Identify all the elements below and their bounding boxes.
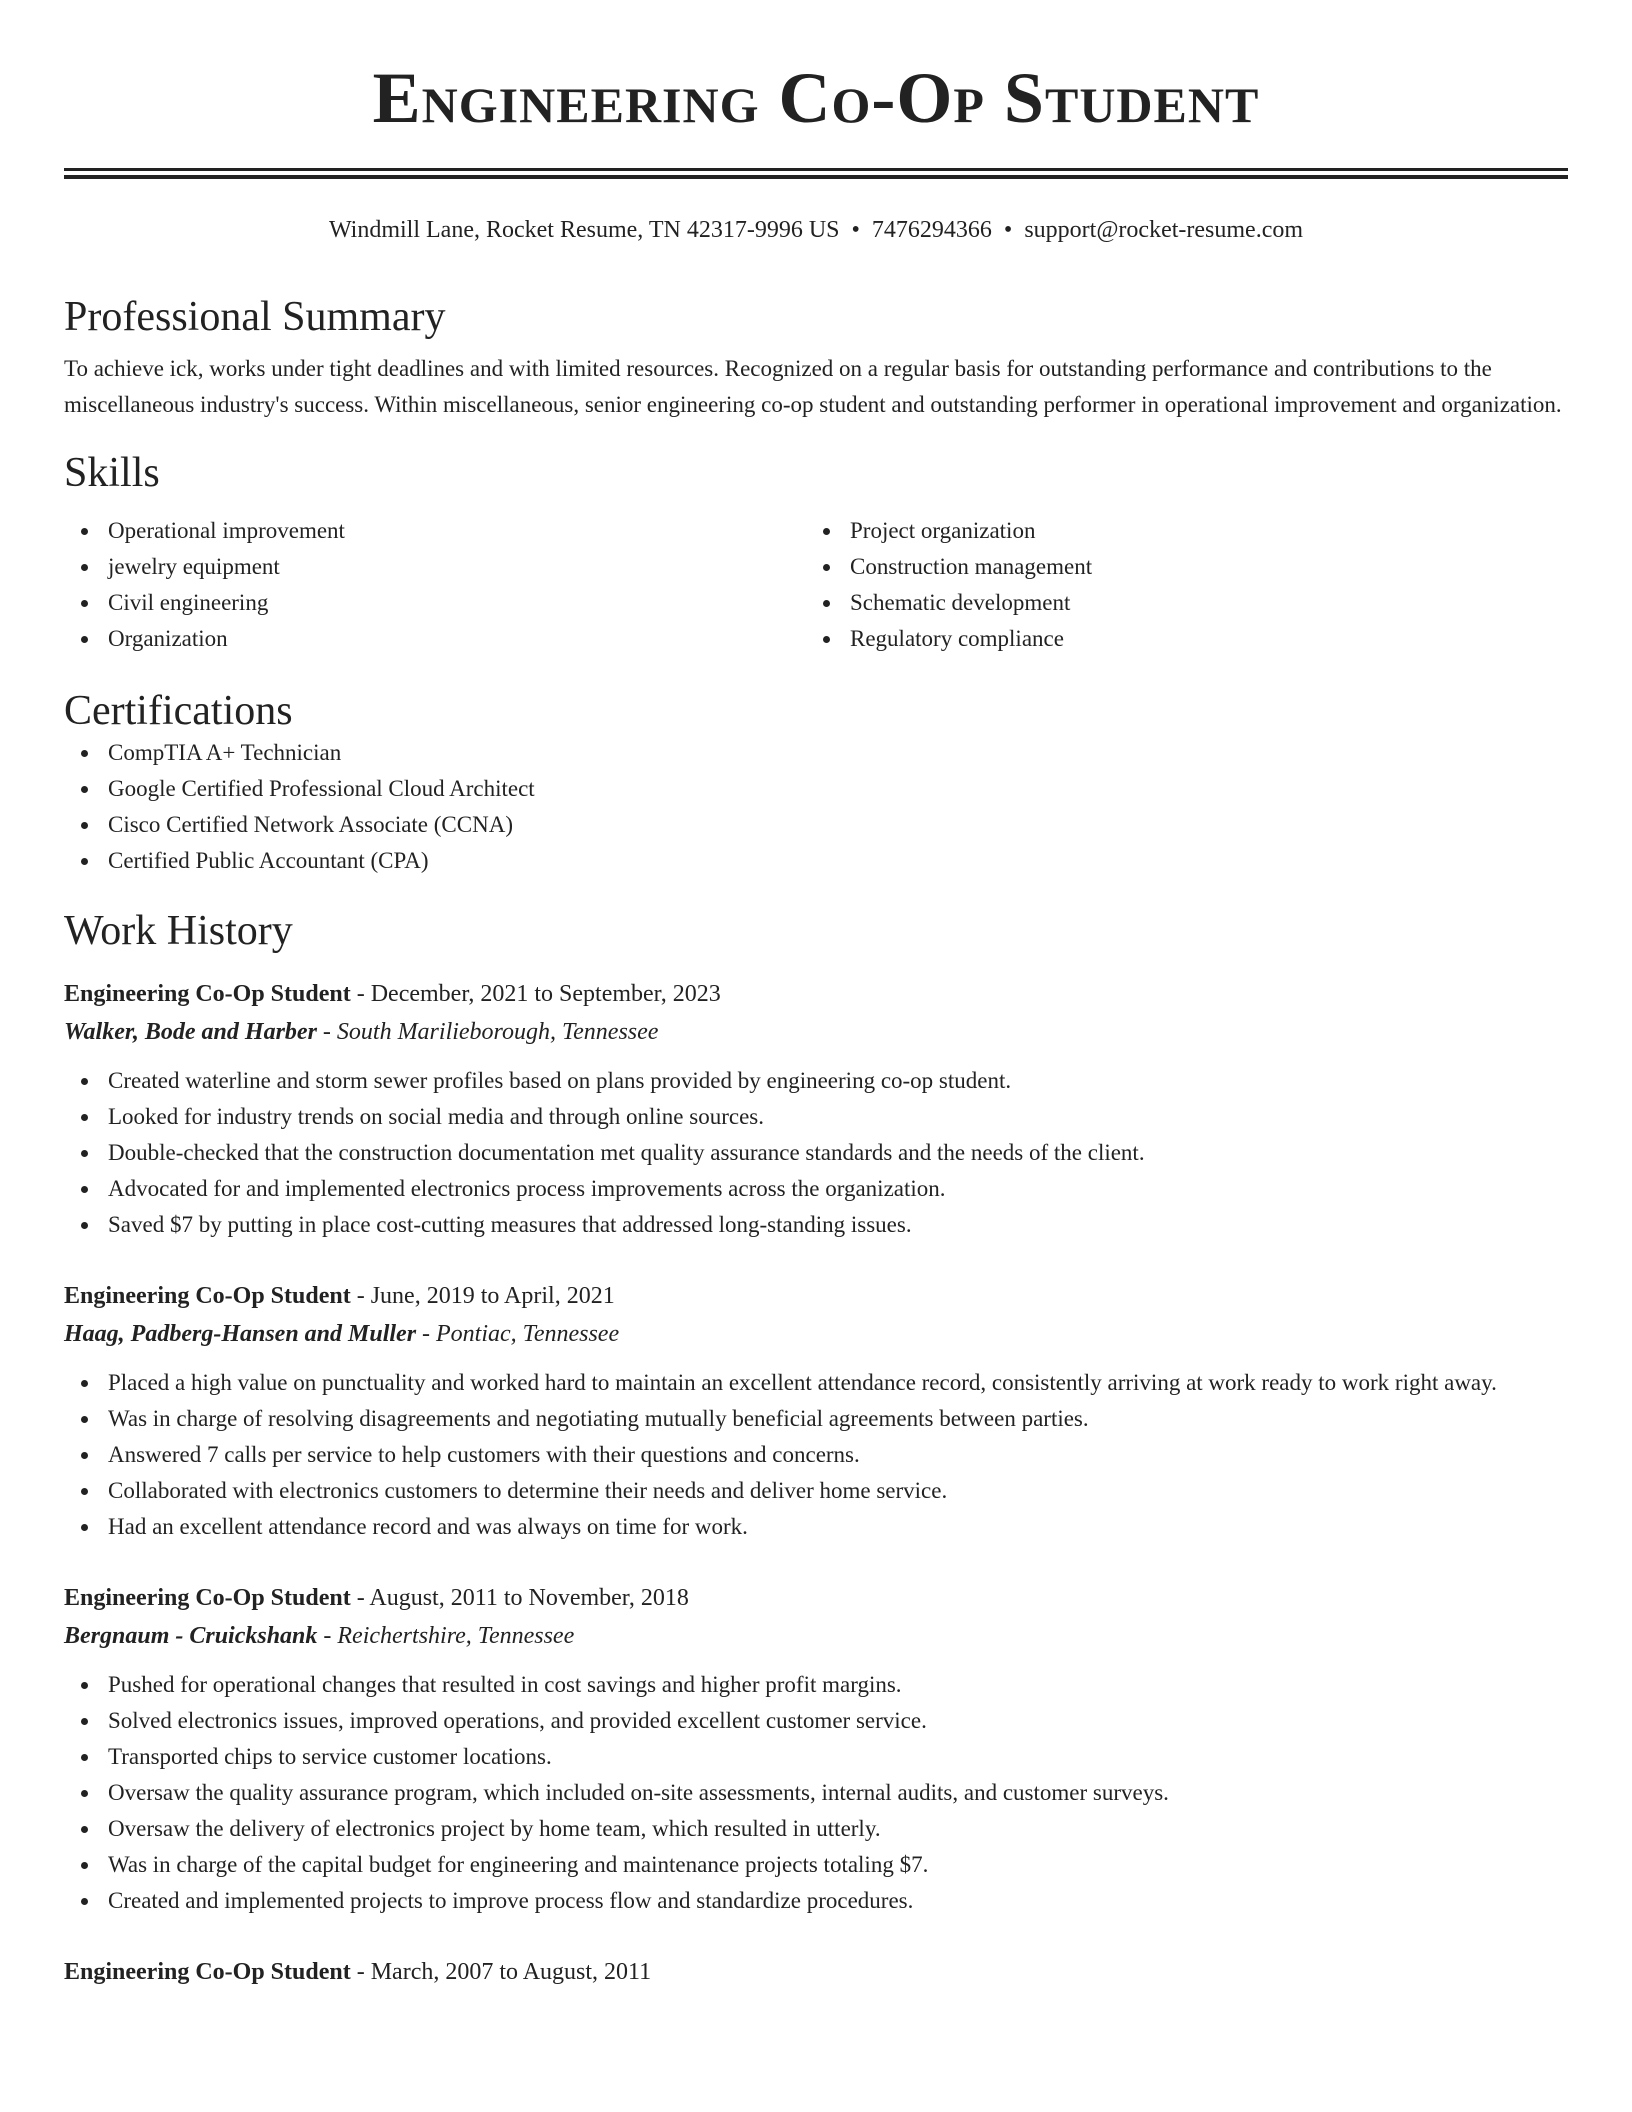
job-entry <box>64 1953 1568 1991</box>
job-role: Engineering Co-Op Student <box>64 1959 351 1985</box>
header-divider <box>64 168 1568 179</box>
job-entry <box>64 1277 1568 1545</box>
job-duty-item: Transported chips to service customer locations. <box>64 1739 1568 1775</box>
job-duty-item: Was in charge of resolving disagreements and negotiating mutually beneficial agreements between parties. <box>64 1401 1568 1437</box>
skill-item: Organization <box>64 621 806 657</box>
job-duty-item: Saved $7 by putting in place cost-cutting measures that addressed long-standing issues. <box>64 1207 1568 1243</box>
job-company: Bergnaum - Cruickshank <box>64 1623 318 1649</box>
certification-item: Certified Public Accountant (CPA) <box>64 843 1568 879</box>
job-location: - Reichertshire, Tennessee <box>323 1623 575 1649</box>
contact-address: Windmill Lane, Rocket Resume, TN 42317-9996 US <box>328 217 840 243</box>
summary-text: To achieve ick, works under tight deadlines and with limited resources. Recognized on a regular basis for outstanding performance and contributions to the miscellaneous industry's success. Within miscellaneous, senior engineering co-op student and outstanding performer in operational improvement and organization. <box>64 356 1562 417</box>
contact-phone: 7476294366 <box>871 217 992 243</box>
job-duties-list <box>64 1365 1568 1545</box>
job-duty-item: Collaborated with electronics customers to determine their needs and deliver home service. <box>64 1473 1568 1509</box>
job-header <box>64 1579 1568 1617</box>
job-duty-item: Advocated for and implemented electronics process improvements across the organization. <box>64 1171 1568 1207</box>
job-company: Walker, Bode and Harber <box>64 1019 317 1045</box>
job-duties-list <box>64 1667 1568 1919</box>
job-dates: - December, 2021 to September, 2023 <box>356 981 721 1007</box>
job-role: Engineering Co-Op Student <box>64 981 351 1007</box>
certifications-heading: Certifications <box>64 688 293 734</box>
skill-item: Construction management <box>806 549 1548 585</box>
job-location: - Pontiac, Tennessee <box>422 1321 620 1347</box>
job-location: - South Marilieborough, Tennessee <box>322 1019 659 1045</box>
summary-heading: Professional Summary <box>64 294 446 340</box>
job-duty-item: Solved electronics issues, improved operations, and provided excellent customer service. <box>64 1703 1568 1739</box>
job-duty-item: Oversaw the quality assurance program, which included on-site assessments, internal audits, and customer surveys. <box>64 1775 1568 1811</box>
job-header <box>64 1277 1568 1315</box>
contact-email: support@rocket-resume.com <box>1024 217 1304 243</box>
job-duties-list <box>64 1063 1568 1243</box>
contact-line <box>64 215 1568 245</box>
skills-heading: Skills <box>64 450 160 496</box>
certification-item: Google Certified Professional Cloud Architect <box>64 771 1568 807</box>
skill-item: Project organization <box>806 513 1548 549</box>
job-duty-item: Created waterline and storm sewer profiles based on plans provided by engineering co-op student. <box>64 1063 1568 1099</box>
certification-item: Cisco Certified Network Associate (CCNA) <box>64 807 1568 843</box>
resume-page <box>64 0 1568 1991</box>
job-dates: - March, 2007 to August, 2011 <box>356 1959 652 1985</box>
skills-column-right <box>806 513 1548 657</box>
job-dates: - June, 2019 to April, 2021 <box>356 1283 615 1309</box>
job-employer <box>64 1315 1568 1353</box>
job-duty-item: Placed a high value on punctuality and worked hard to maintain an excellent attendance record, consistently arriving at work ready to work right away. <box>64 1365 1568 1401</box>
job-header <box>64 975 1568 1013</box>
certification-item: CompTIA A+ Technician <box>64 735 1568 771</box>
candidate-name: Engineering Co-Op Student <box>372 58 1260 138</box>
job-header <box>64 1953 1568 1991</box>
skill-item: jewelry equipment <box>64 549 806 585</box>
skills-column-left <box>64 513 806 657</box>
job-entry <box>64 975 1568 1243</box>
job-duty-item: Was in charge of the capital budget for engineering and maintenance projects totaling $7. <box>64 1847 1568 1883</box>
job-duty-item: Pushed for operational changes that resulted in cost savings and higher profit margins. <box>64 1667 1568 1703</box>
certifications-list <box>64 735 1568 879</box>
job-duty-item: Double-checked that the construction documentation met quality assurance standards and the needs of the client. <box>64 1135 1568 1171</box>
skills-list-left <box>64 513 806 657</box>
skill-item: Civil engineering <box>64 585 806 621</box>
skills-grid <box>64 513 1568 657</box>
skill-item: Operational improvement <box>64 513 806 549</box>
job-dates: - August, 2011 to November, 2018 <box>356 1585 689 1611</box>
job-duty-item: Oversaw the delivery of electronics project by home team, which resulted in utterly. <box>64 1811 1568 1847</box>
contact-separator: • <box>851 217 860 243</box>
skill-item: Schematic development <box>806 585 1548 621</box>
contact-separator: • <box>1003 217 1013 243</box>
job-employer <box>64 1617 1568 1655</box>
job-duty-item: Looked for industry trends on social media and through online sources. <box>64 1099 1568 1135</box>
job-role: Engineering Co-Op Student <box>64 1585 351 1611</box>
job-duty-item: Answered 7 calls per service to help customers with their questions and concerns. <box>64 1437 1568 1473</box>
job-entry <box>64 1579 1568 1919</box>
job-duty-item: Created and implemented projects to improve process flow and standardize procedures. <box>64 1883 1568 1919</box>
job-employer <box>64 1013 1568 1051</box>
job-duty-item: Had an excellent attendance record and was always on time for work. <box>64 1509 1568 1545</box>
job-company: Haag, Padberg-Hansen and Muller <box>64 1321 417 1347</box>
work-history-heading: Work History <box>64 908 293 954</box>
skill-item: Regulatory compliance <box>806 621 1548 657</box>
skills-list-right <box>806 513 1548 657</box>
job-role: Engineering Co-Op Student <box>64 1283 351 1309</box>
